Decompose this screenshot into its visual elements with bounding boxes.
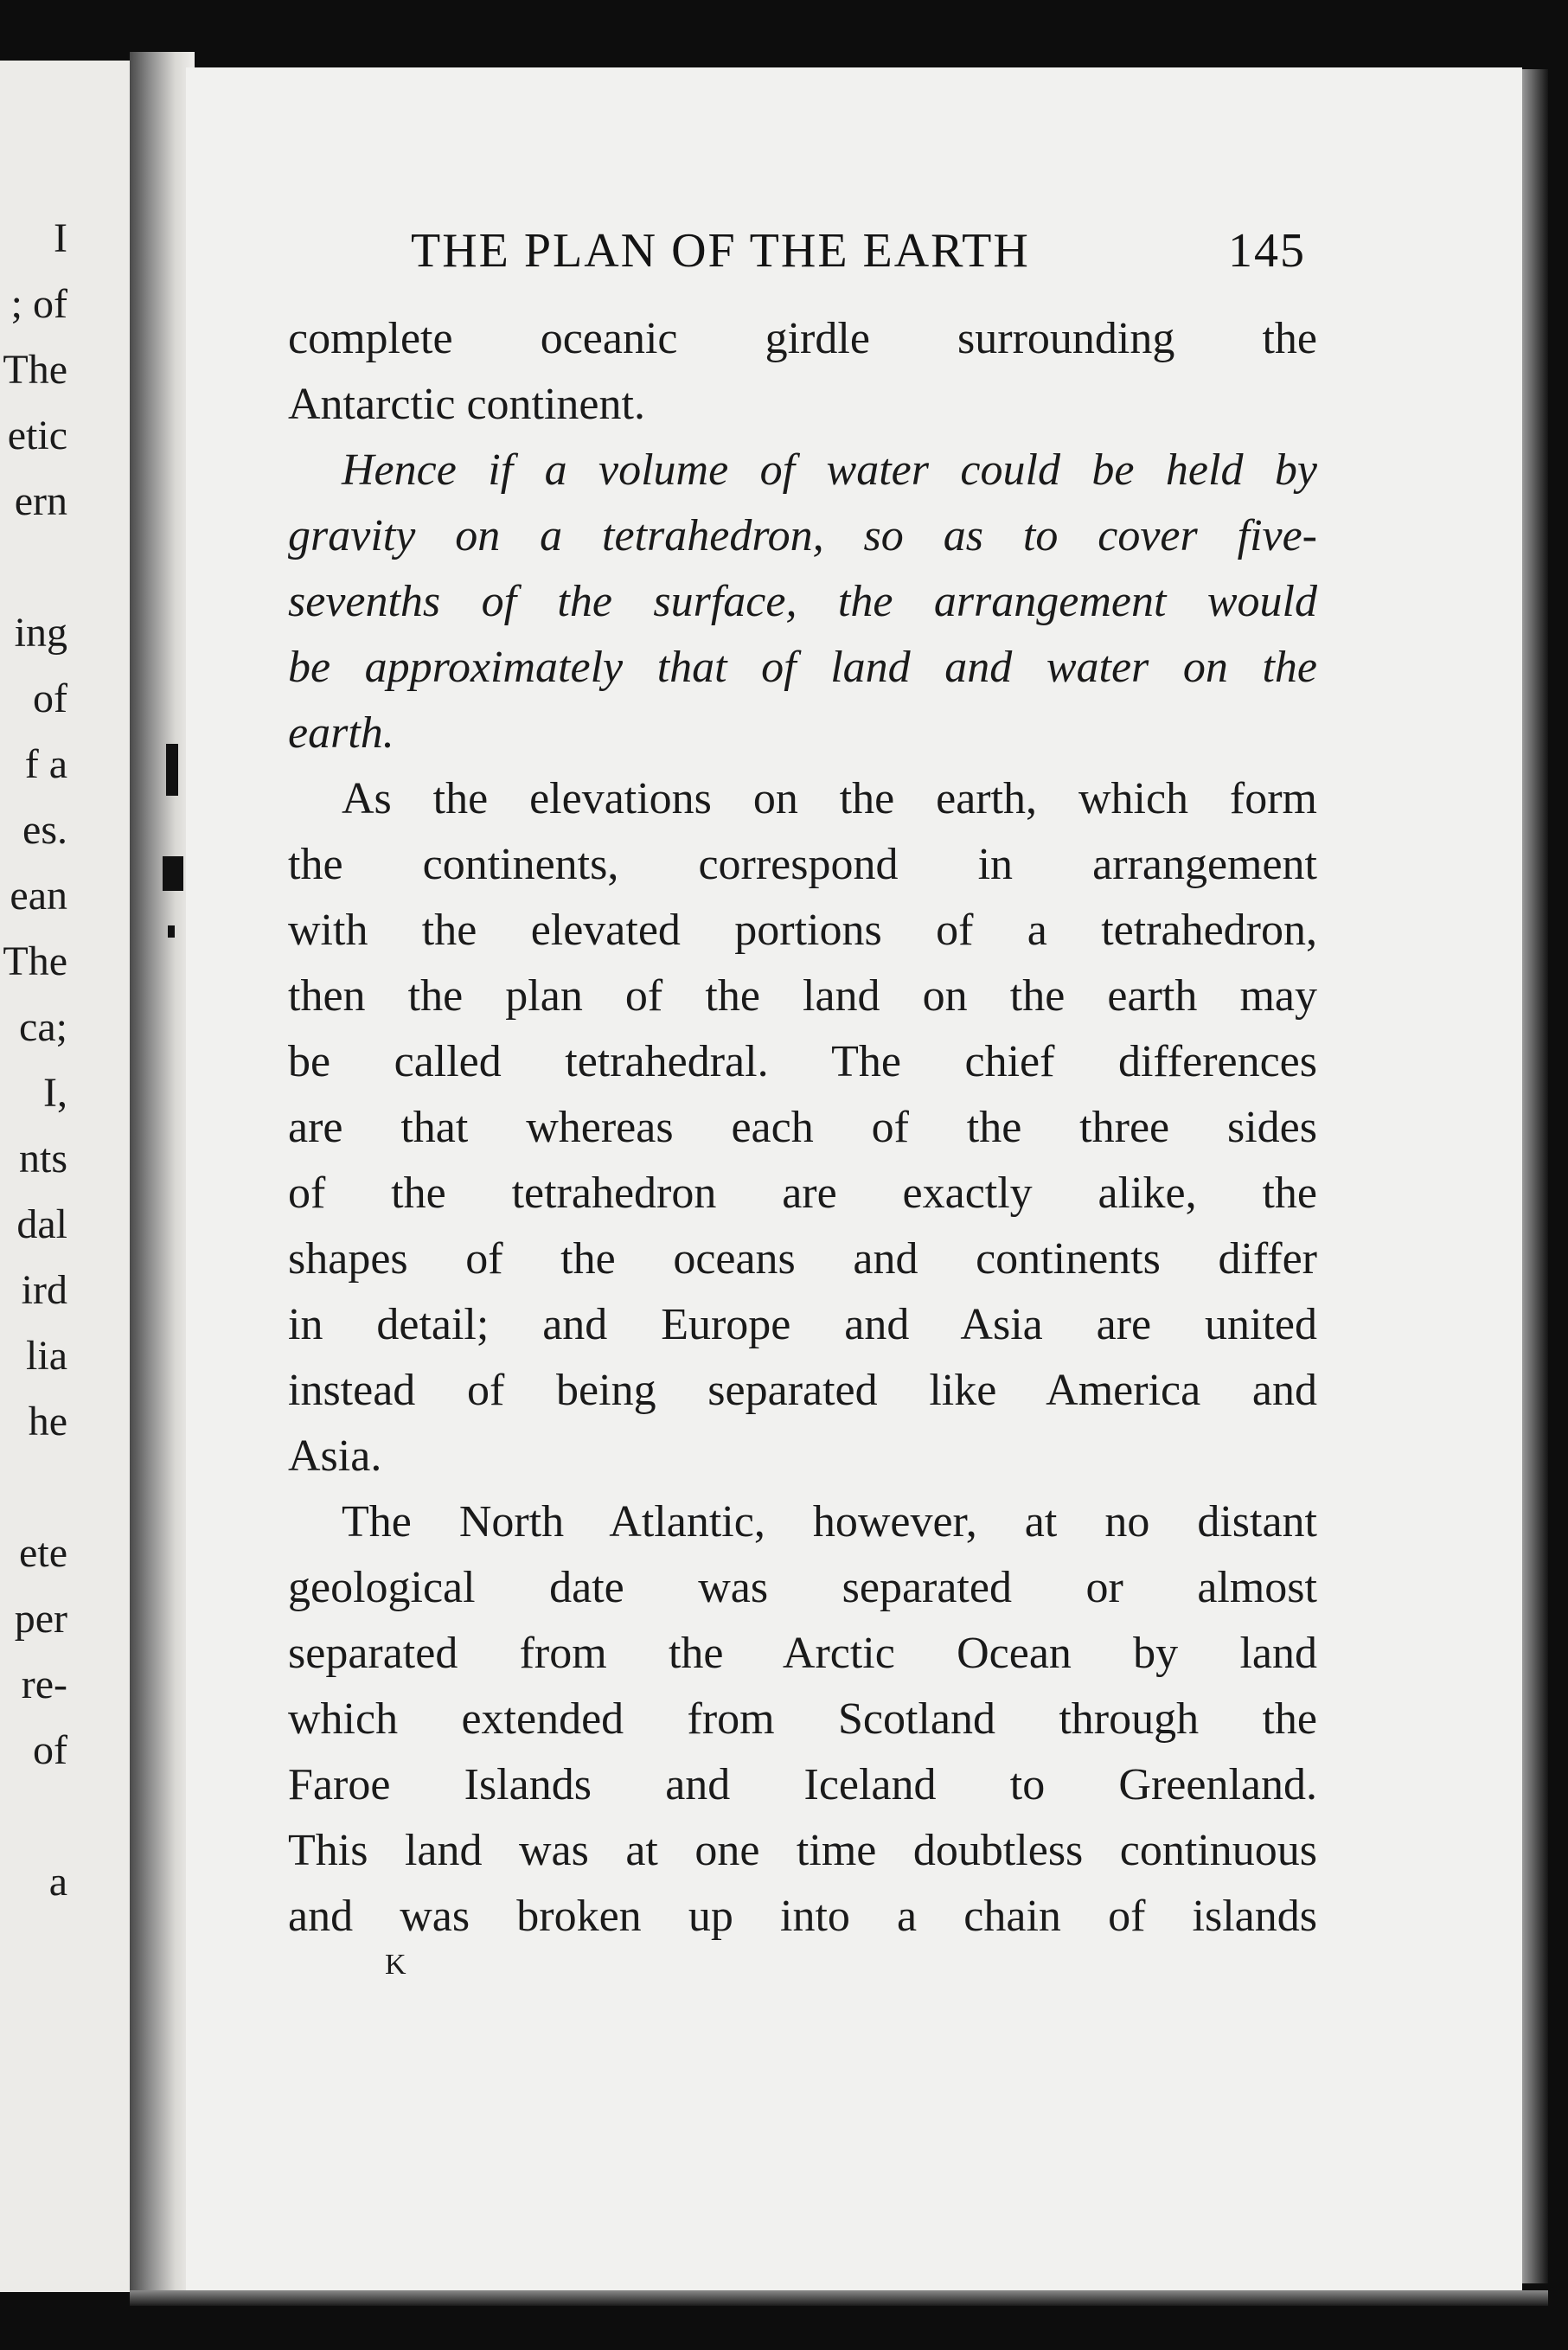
text-line: earth. <box>288 708 394 758</box>
text-line: Antarctic continent. <box>288 380 645 429</box>
left-page-fragment: ; of <box>10 281 67 327</box>
book-gutter <box>130 52 195 2301</box>
text-line: separated from the Arctic Ocean by land <box>288 1629 1317 1678</box>
gutter-mark <box>166 744 178 796</box>
text-line: gravity on a tetrahedron, so as to cover five- <box>288 511 1317 560</box>
left-page-fragment: The <box>3 938 67 984</box>
text-line: the continents, correspond in arrangement <box>288 840 1317 889</box>
left-page-fragment: dal <box>16 1201 67 1247</box>
left-page-fragment: f a <box>24 741 67 787</box>
left-page-fragment: per <box>14 1596 67 1642</box>
page-number: 145 <box>1228 224 1306 278</box>
left-page-fragment: ird <box>21 1267 67 1313</box>
text-line: be approximately that of land and water on the <box>288 643 1317 692</box>
left-page-fragment: of <box>33 676 67 721</box>
text-line: of the tetrahedron are exactly alike, the <box>288 1169 1317 1218</box>
left-page-fragment: he <box>28 1399 67 1444</box>
text-line: and was broken up into a chain of islands <box>288 1892 1317 1941</box>
gutter-mark <box>168 925 175 938</box>
left-page-fragment: nts <box>18 1136 67 1181</box>
text-line: Faroe Islands and Iceland to Greenland. <box>288 1760 1317 1809</box>
text-line: complete oceanic girdle surrounding the <box>288 314 1317 363</box>
left-page-fragment: es. <box>22 807 67 853</box>
left-page-fragment: ern <box>14 478 67 524</box>
text-line: are that whereas each of the three sides <box>288 1103 1317 1152</box>
left-page-fragment: re- <box>21 1662 67 1707</box>
printer-signature-mark: K <box>385 1949 406 1981</box>
text-line: with the elevated portions of a tetrahedron, <box>288 906 1317 955</box>
text-line: The North Atlantic, however, at no distant <box>342 1497 1317 1546</box>
left-page-fragment: I, <box>43 1070 67 1116</box>
left-page-fragment: of <box>33 1727 67 1773</box>
left-page-fragment: ean <box>10 873 67 919</box>
text-line: This land was at one time doubtless continuous <box>288 1826 1317 1875</box>
text-line: sevenths of the surface, the arrangement would <box>288 577 1317 626</box>
text-line: then the plan of the land on the earth may <box>288 971 1317 1021</box>
gutter-mark <box>163 856 183 891</box>
page-edge-shadow <box>1522 69 1548 2283</box>
text-line: shapes of the oceans and continents differ <box>288 1234 1317 1284</box>
left-page-fragment: lia <box>26 1333 67 1379</box>
running-header-title: THE PLAN OF THE EARTH <box>411 224 1030 278</box>
left-page-fragment: ca; <box>19 1004 67 1050</box>
left-page-fragment: etic <box>7 413 67 458</box>
text-line: geological date was separated or almost <box>288 1563 1317 1612</box>
text-line: instead of being separated like America and <box>288 1366 1317 1415</box>
previous-page-fragment <box>0 61 131 2292</box>
text-line: As the elevations on the earth, which form <box>342 774 1317 823</box>
text-line <box>342 445 1317 496</box>
text-line: in detail; and Europe and Asia are united <box>288 1300 1317 1349</box>
left-page-fragment: I <box>54 215 67 261</box>
text-line: which extended from Scotland through the <box>288 1694 1317 1744</box>
left-page-fragment: a <box>48 1859 67 1905</box>
text-line-content: Hence if a volume of water could be held by <box>342 445 1317 495</box>
left-page-fragment: ete <box>19 1530 67 1576</box>
text-line: be called tetrahedral. The chief differences <box>288 1037 1317 1086</box>
left-page-fragment: ing <box>14 610 67 656</box>
page-bottom-shadow <box>130 2290 1548 2306</box>
running-header <box>411 223 1319 279</box>
left-page-fragment: The <box>3 347 67 393</box>
text-line: Asia. <box>288 1431 382 1481</box>
